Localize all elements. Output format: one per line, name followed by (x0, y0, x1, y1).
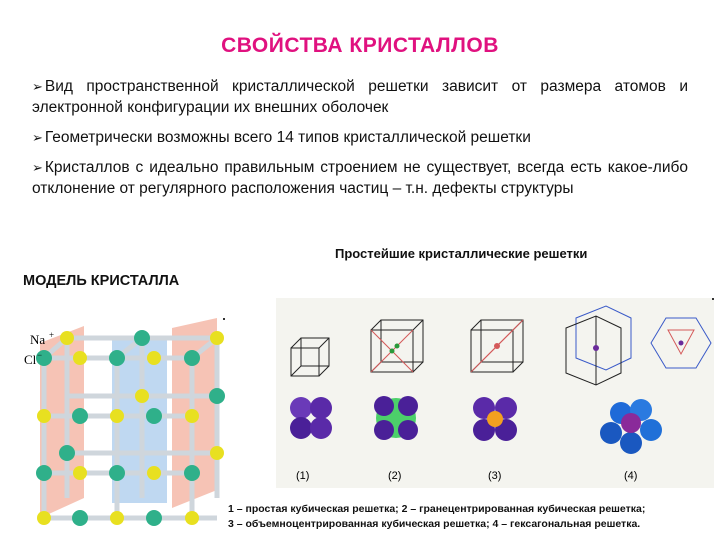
slide-title: СВОЙСТВА КРИСТАЛЛОВ (221, 34, 499, 57)
legend-line: 1 – простая кубическая решетка; 2 – гранецентрированная кубическая решетка; (228, 503, 646, 515)
na-ion-label: Na (30, 332, 46, 347)
face-centered-packing (374, 396, 418, 440)
lattices-caption: Простейшие кристаллические решетки (335, 246, 588, 261)
bullet-text: Геометрически возможны всего 14 типов кристаллической решетки (44, 129, 531, 146)
bullet-text: Вид пространственной кристаллической решетки зависит от размера атомов и электронной конфигурации их внешних оболочек (32, 78, 688, 116)
model-caption: МОДЕЛЬ КРИСТАЛЛА (23, 273, 180, 289)
figure-legend (228, 502, 645, 532)
bullet-list (32, 76, 688, 208)
na-ion-charge: + (49, 330, 55, 340)
bullet-item (32, 76, 688, 118)
cl-ion-label: Cl (24, 352, 37, 367)
cl-ion-charge: − (37, 350, 43, 360)
figure-number-4: (4) (624, 470, 638, 482)
figure-number-1: (1) (296, 470, 310, 482)
bullet-item (32, 127, 688, 148)
figure-number-3: (3) (488, 470, 502, 482)
legend-line: 3 – объемноцентрированная кубическая решетка; 4 – гексагональная решетка. (228, 518, 641, 530)
bullet-text: Кристаллов с идеально правильным строением не существует, всегда есть какое-либо отклонение от регулярного расположения частиц – т.н. дефекты структуры (32, 159, 688, 197)
decorative-dot (712, 298, 714, 300)
lattice-types-figure (276, 298, 714, 488)
figure-number-2: (2) (388, 470, 402, 482)
bullet-item (32, 157, 688, 199)
arrow-bullet-icon: ➢ (32, 130, 43, 145)
arrow-bullet-icon: ➢ (32, 160, 43, 175)
crystal-model-figure (22, 318, 227, 533)
decorative-dot (223, 318, 225, 320)
arrow-bullet-icon: ➢ (32, 79, 43, 94)
